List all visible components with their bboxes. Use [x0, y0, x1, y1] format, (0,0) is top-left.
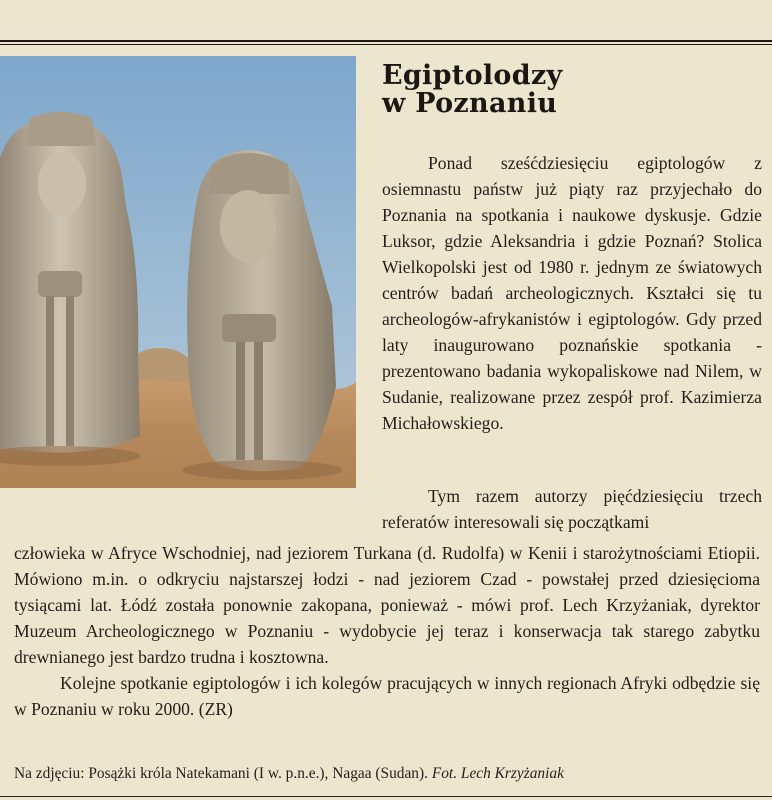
top-rule: [0, 40, 772, 45]
statues-illustration: [0, 56, 356, 488]
caption-credit: Fot. Lech Krzyżaniak: [431, 765, 564, 782]
paragraph-2-start: Tym razem autorzy pięćdziesięciu trzech referatów interesowali się początkami: [382, 486, 762, 532]
caption-text: Na zdjęciu: Posążki króla Natekamani (I w. p.n.e.), Nagaa (Sudan).: [14, 765, 428, 782]
bottom-rule: [0, 796, 772, 797]
full-width-text: [14, 540, 760, 722]
left-statue: [0, 112, 140, 453]
column-text: [382, 150, 762, 436]
paragraph-2-rest: człowieka w Afryce Wschodniej, nad jeziorem Turkana (d. Rudolfa) w Kenii i starożytnościami Etiopii. Mówiono m.in. o odkryciu najstarszej łodzi - nad jeziorem Czad - powstałej przed dziesięcioma tysiącami lat. Łódź została ponownie zakopana, ponieważ - mówi prof. Lech Krzyżaniak, dyrektor Muzeum Archeologicznego w Poznaniu - wydobycie jej teraz i konserwacja tak starego zabytku drewnianego jest bardzo trudna i kosztowna.: [14, 543, 760, 667]
paragraph-1: Ponad sześćdziesięciu egiptologów z osiemnastu państw już piąty raz przyjechało do Poznania na spotkania i naukowe dyskusje. Gdzie Luksor, gdzie Aleksandria i gdzie Poznań? Stolica Wielkopolski jest od 1980 r. jednym ze światowych centrów badań archeologicznych. Kształci się tu archeologów-afrykanistów i egiptologów. Gdy przed laty inaugurowano poznańskie spotkania - prezentowano badania wykopaliskowe nad Nilem, w Sudanie, realizowane przez zespół prof. Kazimierza Michałowskiego.: [382, 153, 762, 433]
title-line-2: w Poznaniu: [382, 88, 558, 119]
photo-caption: [14, 764, 764, 784]
title-line-1: Egiptolodzy: [382, 60, 563, 91]
paragraph-3: Kolejne spotkanie egiptologów i ich kolegów pracujących w innych regionach Afryki odbędzie się w Poznaniu w roku 2000. (ZR): [14, 673, 760, 719]
statues-photo: [0, 56, 356, 488]
article-title: [382, 62, 762, 118]
